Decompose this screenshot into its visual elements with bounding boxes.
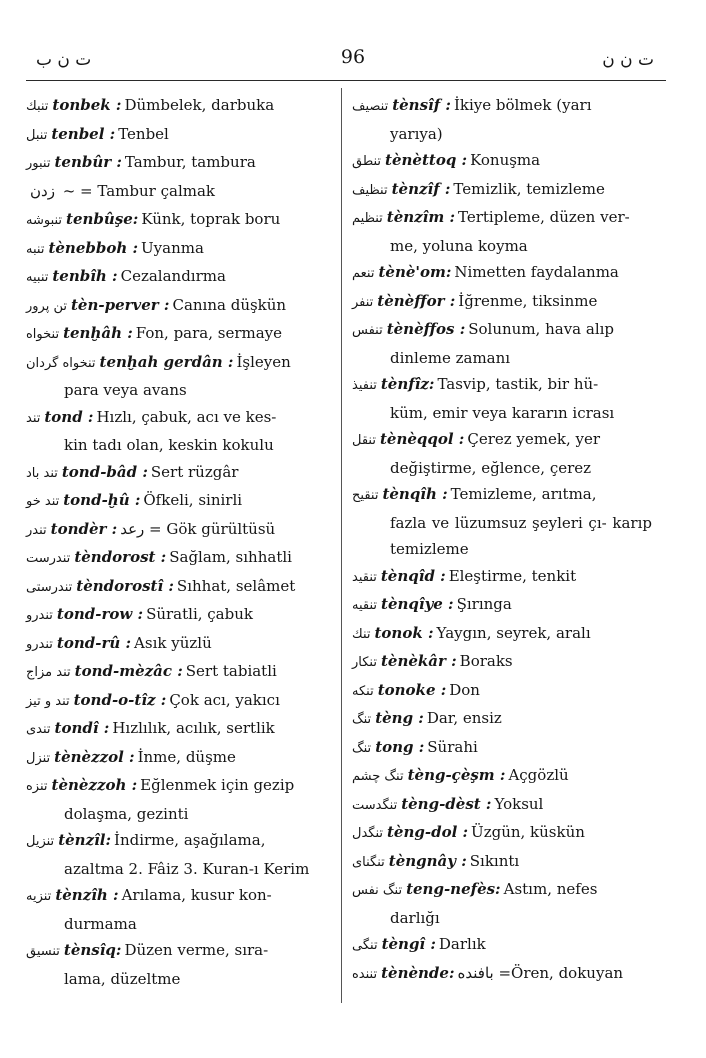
transliteration: tond-bâd :	[61, 462, 148, 481]
arabic-headword: تنطق	[352, 154, 382, 169]
definition: Şırınga	[456, 595, 512, 613]
transliteration: tong :	[375, 737, 425, 756]
dictionary-entry	[352, 819, 652, 848]
dictionary-entry	[352, 591, 652, 620]
dictionary-entry	[26, 178, 328, 207]
dictionary-entry	[352, 481, 652, 563]
arabic-headword: تننده	[352, 966, 378, 982]
dictionary-entry	[26, 715, 328, 744]
definition-continuation: durmama	[64, 914, 137, 933]
transliteration: tènqîd :	[380, 566, 446, 585]
definition-continuation: küm, emir veya kararın icrası	[390, 403, 615, 422]
dictionary-entry	[26, 487, 328, 516]
transliteration: tenbel :	[51, 124, 116, 143]
definition: Künk, toprak boru	[141, 210, 281, 228]
definition: Yaygın, seyrek, aralı	[436, 623, 591, 642]
arabic-headword: تنگی	[352, 938, 378, 953]
definition: İkiye bölmek (yarı	[453, 96, 592, 114]
arabic-headword: تن پرور	[26, 298, 67, 314]
arabic-headword: تند	[26, 410, 41, 426]
transliteration: tenbûr :	[54, 153, 122, 171]
transliteration: tènebboh :	[48, 238, 139, 257]
arabic-headword: تندرو	[26, 636, 53, 652]
definition: Tertipleme, düzen ver-	[458, 208, 630, 226]
transliteration: tèng :	[375, 709, 424, 727]
definition: Sağlam, sıhhatli	[169, 548, 292, 566]
arabic-headword: تنظيف	[352, 182, 388, 198]
transliteration: tèng-çèşm :	[407, 766, 506, 784]
transliteration: tondèr :	[50, 519, 118, 538]
transliteration: tènèffor :	[377, 291, 456, 310]
arabic-headword: تندر	[26, 522, 47, 538]
transliteration: tenbûşe:	[66, 210, 139, 228]
definition: Yoksul	[494, 794, 544, 813]
transliteration: tèngî :	[381, 935, 436, 953]
transliteration: tènèffos :	[386, 320, 466, 338]
dictionary-entry	[26, 882, 328, 937]
page-header	[0, 44, 706, 74]
transliteration: tènèzzol :	[54, 747, 135, 766]
transliteration: tonoke :	[377, 680, 447, 699]
arabic-headword: تند خو	[26, 494, 60, 509]
definition-continuation: darlığı	[390, 908, 440, 927]
arabic-headword: تند مزاج	[26, 665, 71, 680]
dictionary-entry	[352, 371, 652, 426]
page-number: 96	[340, 46, 366, 68]
arabic-headword: تنگ نفس	[352, 883, 403, 898]
arabic-headword: تندرست	[26, 551, 71, 566]
dictionary-entry	[352, 288, 652, 317]
definition: Astım, nefes	[503, 880, 598, 898]
definition: Sert tabiatli	[185, 662, 277, 680]
definition: Temizleme, arıtma,	[450, 485, 597, 503]
arabic-headword: تنك	[352, 626, 371, 642]
definition: İğrenme, tiksinme	[458, 291, 598, 310]
dictionary-entry	[352, 204, 652, 259]
transliteration: tènfîz:	[380, 375, 435, 393]
dictionary-entry	[26, 349, 328, 404]
definition: Nimetten faydalanma	[454, 263, 619, 281]
definition: İndirme, aşağılama,	[114, 831, 266, 849]
arabic-headword: تنزل	[26, 750, 51, 766]
definition-continuation: lama, düzeltme	[64, 969, 181, 988]
dictionary-entry	[352, 705, 652, 734]
dictionary-entry	[26, 544, 328, 573]
arabic-headword: تنقيد	[352, 569, 377, 585]
transliteration: tènèttoq :	[385, 151, 468, 169]
transliteration: tenbîh :	[52, 267, 118, 285]
definition: Asık yüzlü	[134, 633, 212, 652]
dictionary-entry	[26, 658, 328, 687]
definition: Eleştirme, tenkit	[448, 566, 577, 585]
dictionary-entry	[26, 235, 328, 264]
definition: Tenbel	[118, 124, 169, 143]
definition: Temizlik, temizleme	[453, 179, 605, 198]
definition: Solunum, hava alıp	[468, 320, 615, 338]
dictionary-entry	[352, 176, 652, 205]
arabic-headword: تنزيه	[26, 889, 52, 904]
definition: Uyanma	[141, 238, 204, 257]
left-column	[26, 92, 328, 992]
transliteration: tènsîf :	[392, 96, 451, 114]
definition-continuation: me, yoluna koyma	[390, 236, 528, 255]
transliteration: tond-rû :	[56, 633, 132, 652]
definition: İşleyen	[236, 352, 291, 371]
definition: Sıhhat, selâmet	[176, 576, 296, 595]
definition: Tasvip, tastik, bir hü-	[437, 375, 599, 393]
dictionary-entry	[26, 121, 328, 150]
definition-continuation: azaltma 2. Fâiz 3. Kuran-ı Kerim	[64, 859, 310, 878]
dictionary-entry	[352, 931, 652, 960]
transliteration: tondî :	[54, 719, 110, 737]
transliteration: tond-o-tîz :	[73, 690, 167, 709]
dictionary-entry	[26, 744, 328, 773]
dictionary-entry	[26, 772, 328, 827]
arabic-headword: تندرستی	[26, 579, 73, 595]
arabic-headword: تندرو	[26, 608, 53, 623]
definition: Öfkeli, sinirli	[143, 491, 243, 509]
definition: Hızlı, çabuk, acı ve kes-	[96, 407, 277, 426]
dictionary-entry	[352, 648, 652, 677]
definition: Açgözlü	[508, 766, 569, 784]
dictionary-entry	[26, 516, 328, 545]
arabic-headword: تنزه	[26, 779, 48, 794]
definition: Süratli, çabuk	[146, 605, 253, 623]
dictionary-entry	[26, 630, 328, 659]
definition: Don	[449, 680, 480, 699]
transliteration: tonbek :	[52, 96, 122, 114]
transliteration: tèn-perver :	[71, 295, 170, 314]
definition: Fon, para, sermaye	[135, 324, 283, 342]
transliteration: tènqîh :	[382, 485, 448, 503]
transliteration: tenḫah gerdân :	[99, 352, 234, 371]
transliteration: tèndorost :	[74, 548, 167, 566]
dictionary-entry	[352, 791, 652, 820]
definition: Çerez yemek, yer	[467, 430, 601, 448]
definition: İnme, düşme	[137, 747, 236, 766]
arabic-headword: تنعم	[352, 266, 375, 281]
transliteration: tènèqqol :	[379, 430, 465, 448]
arabic-headword: تنقل	[352, 433, 376, 448]
definition: رعد = Gök gürültüsü	[120, 519, 276, 538]
dictionary-entry	[26, 459, 328, 488]
definition: Cezalandırma	[120, 267, 226, 285]
arabic-headword: تنكار	[352, 655, 377, 670]
arabic-headword: تنظيم	[352, 211, 383, 226]
dictionary-entry	[352, 147, 652, 176]
arabic-headword: تنسيق	[26, 944, 60, 959]
dictionary-entry	[26, 404, 328, 459]
definition: Dümbelek, darbuka	[124, 96, 275, 114]
definition: Eğlenmek için gezip	[140, 776, 295, 794]
dictionary-entry	[352, 92, 652, 147]
arabic-headword: تنگدست	[352, 797, 398, 813]
transliteration: tèng-dèst :	[401, 794, 492, 813]
definition-continuation: dolaşma, gezinti	[64, 804, 189, 823]
dictionary-entry	[26, 320, 328, 349]
transliteration: tènèkâr :	[380, 652, 457, 670]
definition: Tambur, tambura	[124, 153, 256, 171]
definition-continuation: yarıya)	[390, 124, 443, 143]
dictionary-entry	[26, 92, 328, 121]
arabic-headword: تند و تیز	[26, 693, 70, 709]
definition: Hızlılık, acılık, sertlik	[112, 719, 275, 737]
arabic-headword: تندی	[26, 722, 51, 737]
definition-continuation: fazla ve lüzumsuz şeyleri çı- karıp temizleme	[390, 513, 652, 558]
dictionary-entry	[26, 206, 328, 235]
transliteration: teng-nefès:	[406, 880, 501, 898]
transliteration: tènqîye :	[381, 595, 454, 613]
transliteration: tenḫâh :	[63, 324, 133, 342]
transliteration: tènzîh :	[55, 886, 119, 904]
dictionary-entry	[352, 620, 652, 649]
transliteration: tènè'om:	[378, 263, 452, 281]
definition: Üzgün, küskün	[471, 823, 585, 841]
arabic-headword: تنفس	[352, 323, 383, 338]
arabic-headword: تنفيذ	[352, 378, 377, 393]
dictionary-entry	[26, 937, 328, 992]
definition: Boraks	[459, 652, 513, 670]
arabic-headword: تنبور	[26, 156, 51, 171]
arabic-headword: تنگ چشم	[352, 769, 404, 784]
arabic-headword: تنزيل	[26, 834, 55, 849]
definition: Dar, ensiz	[426, 709, 502, 727]
dictionary-entry	[352, 848, 652, 877]
arabic-headword: تنصيف	[352, 99, 389, 114]
transliteration: tonok :	[374, 623, 434, 642]
transliteration: tènsîq:	[63, 941, 122, 959]
arabic-headword: تنبك	[26, 99, 49, 114]
dictionary-entry	[352, 316, 652, 371]
arabic-headword: تنگ	[352, 740, 372, 756]
dictionary-entry	[352, 762, 652, 791]
transliteration: tèng-dol :	[387, 823, 469, 841]
arabic-headword: تنقيه	[352, 598, 378, 613]
definition: زدن ~ = Tambur çalmak	[30, 181, 215, 200]
definition: Sıkıntı	[469, 851, 520, 870]
definition-continuation: kin tadı olan, keskin kokulu	[64, 436, 274, 454]
definition: Çok acı, yakıcı	[169, 690, 280, 709]
header-right-letters: ت ن ن	[602, 50, 654, 70]
arabic-headword: تنگدل	[352, 826, 383, 841]
dictionary-entry	[26, 601, 328, 630]
transliteration: tond-mèzâc :	[74, 662, 183, 680]
dictionary-entry	[26, 827, 328, 882]
transliteration: tènzîf :	[391, 179, 451, 198]
dictionary-entry	[26, 149, 328, 178]
arabic-headword: تنگ	[352, 712, 372, 727]
definition: Darlık	[438, 935, 486, 953]
definition-continuation: değiştirme, eğlence, çerez	[390, 458, 592, 477]
transliteration: tènèzzoh :	[51, 776, 138, 794]
definition-continuation: para veya avans	[64, 381, 187, 399]
transliteration: tond-ḫû :	[63, 491, 141, 509]
definition: Sert rüzgâr	[150, 462, 239, 481]
transliteration: tènzîl:	[58, 831, 112, 849]
arabic-headword: تنبيه	[26, 270, 49, 285]
transliteration: tènzîm :	[386, 208, 456, 226]
dictionary-entry	[26, 573, 328, 602]
dictionary-entry	[352, 426, 652, 481]
dictionary-entry	[352, 876, 652, 931]
definition: بافنده =Ören, dokuyan	[457, 963, 624, 982]
dictionary-entry	[352, 259, 652, 288]
arabic-headword: تنخواه	[26, 327, 60, 342]
transliteration: tond-row :	[56, 605, 144, 623]
arabic-headword: تنكه	[352, 683, 374, 699]
arabic-headword: تنگنای	[352, 854, 385, 870]
definition-continuation: dinleme zamanı	[390, 348, 511, 367]
transliteration: tènènde:	[381, 963, 455, 982]
arabic-headword: تنفر	[352, 294, 374, 310]
arabic-headword: تند باد	[26, 465, 58, 481]
header-left-letters: ت ن ب	[36, 50, 92, 70]
arabic-headword: تنبل	[26, 127, 48, 143]
dictionary-entry	[352, 960, 652, 989]
arabic-headword: تنخواه گردان	[26, 355, 96, 371]
arabic-headword: تنبوشه	[26, 213, 63, 228]
transliteration: tond :	[44, 407, 94, 426]
definition: Konuşma	[470, 151, 541, 169]
definition: Arılama, kusur kon-	[121, 886, 272, 904]
dictionary-entry	[352, 734, 652, 763]
transliteration: tèndorostî :	[76, 576, 174, 595]
dictionary-entry	[352, 563, 652, 592]
arabic-headword: تنبه	[26, 241, 45, 257]
dictionary-entry	[26, 687, 328, 716]
transliteration: tèngnây :	[388, 851, 467, 870]
column-divider	[341, 88, 342, 1003]
right-column	[352, 92, 652, 988]
definition: Düzen verme, sıra-	[124, 941, 269, 959]
header-rule	[26, 80, 666, 81]
dictionary-entry	[26, 292, 328, 321]
definition: Canına düşkün	[172, 295, 287, 314]
dictionary-entry	[352, 677, 652, 706]
arabic-headword: تنقيح	[352, 488, 379, 503]
dictionary-entry	[26, 263, 328, 292]
definition: Sürahi	[427, 737, 478, 756]
